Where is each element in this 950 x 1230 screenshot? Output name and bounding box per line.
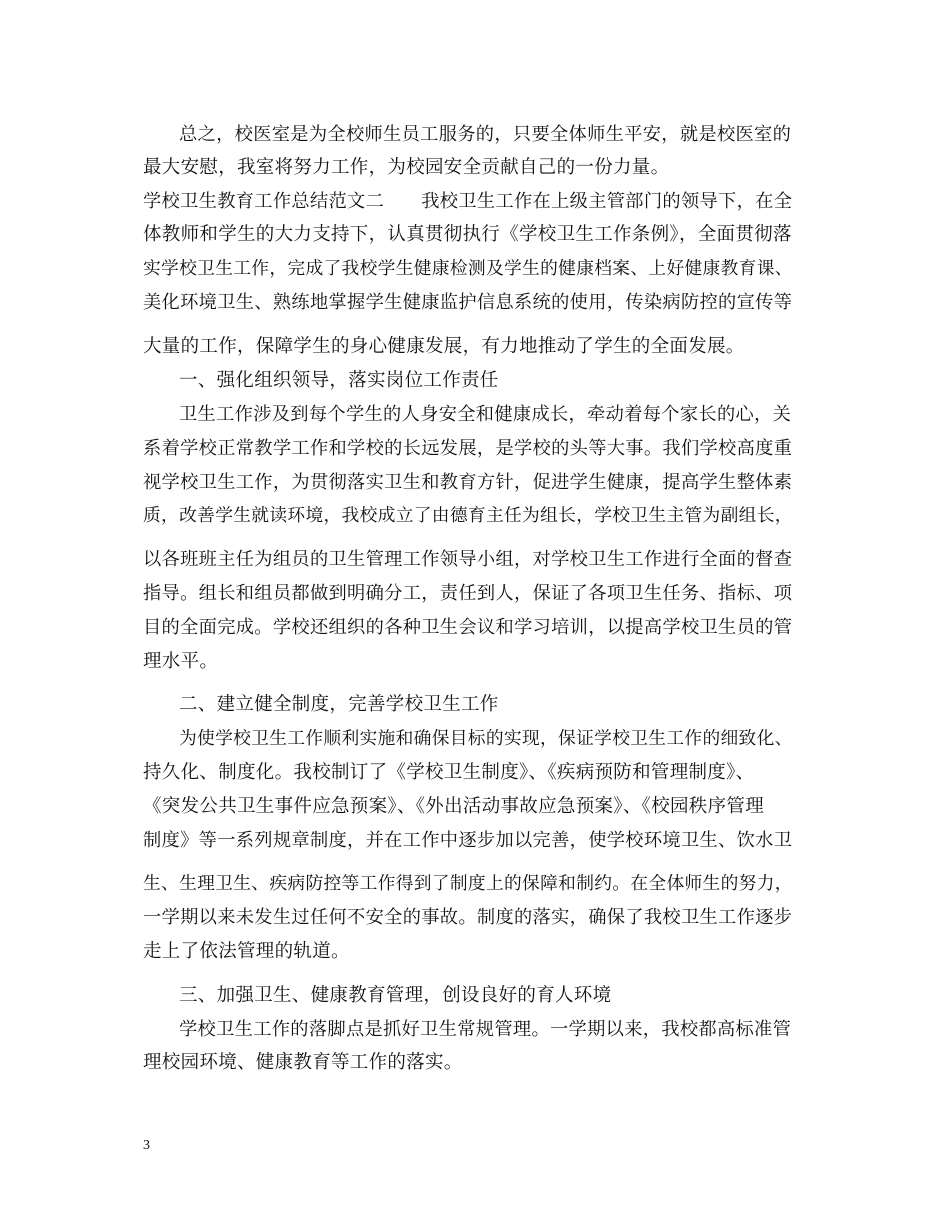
- paragraph-line: 理水平。: [143, 651, 219, 672]
- paragraph-line: 学校卫生教育工作总结范文二 我校卫生工作在上级主管部门的领导下，在全: [143, 191, 793, 212]
- paragraph-line: 美化环境卫生、熟练地掌握学生健康监护信息系统的使用，传染病防控的宣传等: [143, 292, 793, 313]
- paragraph-line: 一学期以来未发生过任何不安全的事故。制度的落实，确保了我校卫生工作逐步: [143, 907, 793, 928]
- paragraph-line: 系着学校正常教学工作和学校的长远发展，是学校的头等大事。我们学校高度重: [143, 438, 793, 459]
- page-number: 3: [143, 1138, 150, 1153]
- paragraph-line: 生、生理卫生、疾病防控等工作得到了制度上的保障和制约。在全体师生的努力，: [143, 874, 793, 894]
- paragraph-line: 持久化、制度化。我校制订了《学校卫生制度》、《疾病预防和管理制度》、: [143, 762, 755, 783]
- paragraph-line: 理校园环境、健康教育等工作的落实。: [143, 1052, 463, 1073]
- paragraph-line: 大量的工作，保障学生的身心健康发展，有力地推动了学生的全面发展。: [143, 336, 745, 357]
- paragraph-line: 体教师和学生的大力支持下，认真贯彻执行《学校卫生工作条例》，全面贯彻落: [143, 224, 792, 245]
- paragraph-line: 《突发公共卫生事件应急预案》、《外出活动事故应急预案》、《校园秩序管理: [143, 796, 765, 817]
- section-heading: 二、建立健全制度，完善学校卫生工作: [179, 694, 499, 715]
- paragraph-line: 学校卫生工作的落脚点是抓好卫生常规管理。一学期以来，我校都高标准管: [179, 1019, 792, 1040]
- paragraph-line: 质，改善学生就读环境，我校成立了由德育主任为组长，学校卫生主管为副组长，: [143, 506, 793, 526]
- paragraph-line: 卫生工作涉及到每个学生的人身安全和健康成长，牵动着每个家长的心，关: [179, 404, 792, 425]
- paragraph-line: 总之，校医室是为全校师生员工服务的，只要全体师生平安，就是校医室的: [179, 124, 792, 145]
- paragraph-line: 最大安慰，我室将努力工作，为校园安全贡献自己的一份力量。: [143, 157, 670, 178]
- section-heading: 一、强化组织领导，落实岗位工作责任: [179, 370, 499, 391]
- paragraph-line: 为使学校卫生工作顺利实施和确保目标的实现，保证学校卫生工作的细致化、: [179, 729, 793, 749]
- paragraph-line: 指导。组长和组员都做到明确分工，责任到人，保证了各项卫生任务、指标、项: [143, 583, 793, 604]
- paragraph-line: 目的全面完成。学校还组织的各种卫生会议和学习培训，以提高学校卫生员的管: [143, 617, 793, 638]
- paragraph-line: 走上了依法管理的轨道。: [143, 941, 350, 962]
- section-heading: 三、加强卫生、健康教育管理，创设良好的育人环境: [179, 985, 612, 1006]
- paragraph-line: 实学校卫生工作，完成了我校学生健康检测及学生的健康档案、上好健康教育课、: [143, 259, 793, 279]
- paragraph-line: 以各班班主任为组员的卫生管理工作领导小组，对学校卫生工作进行全面的督查: [143, 549, 793, 570]
- paragraph-line: 视学校卫生工作，为贯彻落实卫生和教育方针，促进学生健康，提高学生整体素: [143, 472, 793, 493]
- paragraph-line: 制度》等一系列规章制度，并在工作中逐步加以完善，使学校环境卫生、饮水卫: [143, 830, 793, 851]
